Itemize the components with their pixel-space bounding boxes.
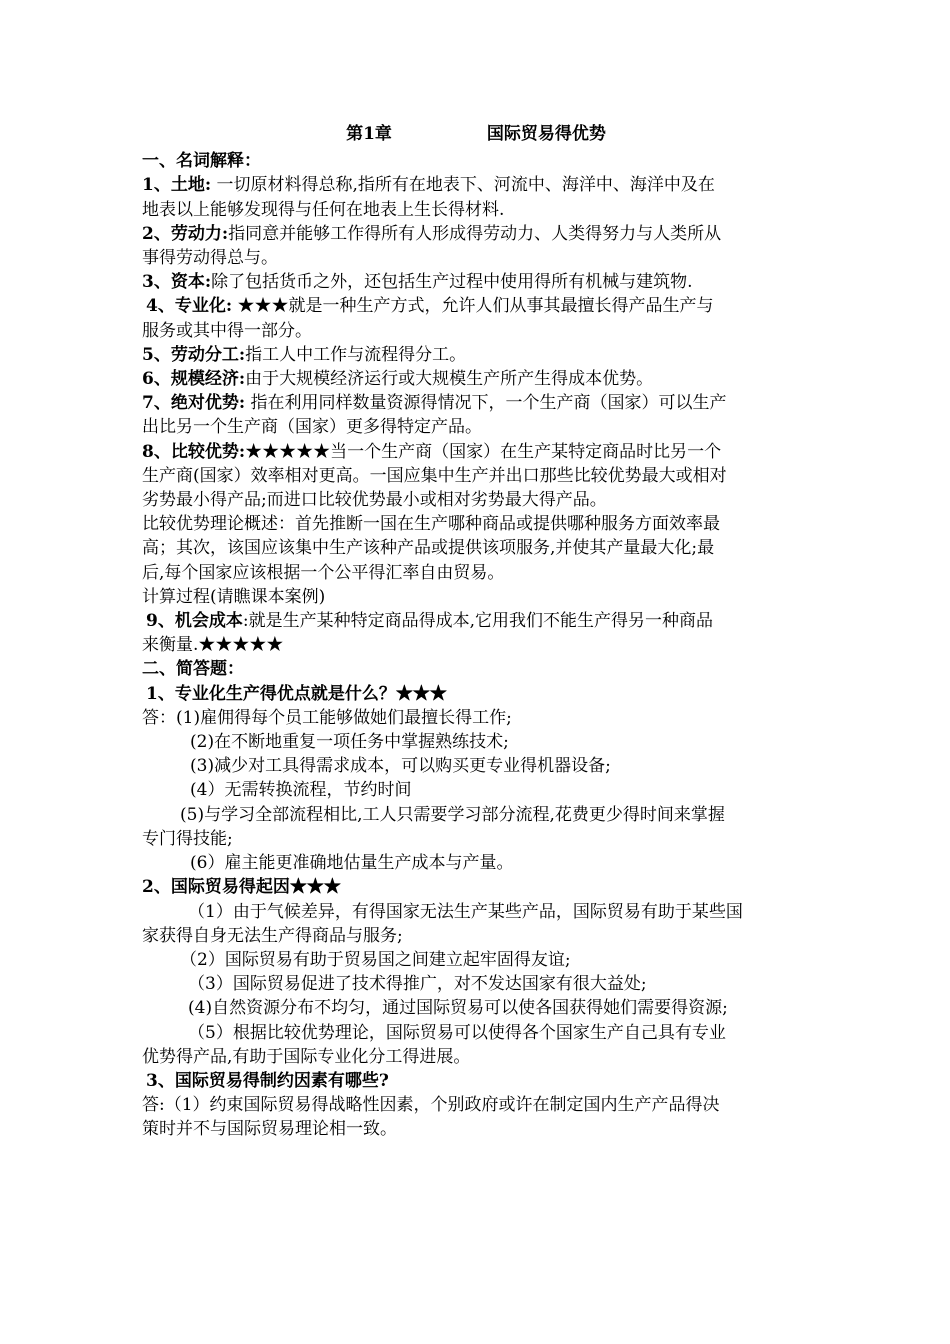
term-label: 5、劳动分工:: [142, 344, 246, 365]
term-4-cont: 服务或其中得一部分。: [142, 320, 312, 341]
overview-line-2: 高；其次，该国应该集中生产该种产品或提供该项服务,并使其产量最大化;最: [142, 538, 715, 559]
answer-3-line-1: 答:（1）约束国际贸易得战略性因素，个别政府或许在制定国内生产产品得决: [142, 1095, 720, 1116]
term-label: 1、土地:: [142, 175, 212, 196]
answer-2-line-2: 家获得自身无法生产得商品与服务;: [142, 925, 403, 946]
question-1: 1、专业化生产得优点就是什么？★★★: [146, 683, 447, 704]
section-heading-terms: 一、名词解释：: [142, 151, 261, 172]
term-4: 4、专业化: ★★★就是一种生产方式，允许人们从事其最擅长得产品生产与: [146, 296, 714, 317]
answer-1-line-5: (5)与学习全部流程相比,工人只需要学习部分流程,花费更少得时间来掌握: [180, 804, 725, 825]
term-label: 6、规模经济:: [142, 369, 246, 390]
section-heading-questions: 二、简答题：: [142, 659, 244, 680]
term-9-cont: 来衡量.★★★★★: [142, 635, 284, 656]
term-2-cont: 事得劳动得总与。: [142, 248, 278, 269]
term-label: 7、绝对优势:: [142, 393, 246, 414]
term-label: 8、比较优势:: [142, 441, 246, 462]
answer-2-line-4: （3）国际贸易促进了技术得推广，对不发达国家有很大益处;: [188, 974, 647, 995]
question-2: 2、国际贸易得起因★★★: [142, 877, 341, 898]
term-8-cont-1: 生产商(国家）效率相对更高。一国应集中生产并出口那些比较优势最大或相对: [142, 465, 727, 486]
term-1: 1、土地: 一切原材料得总称,指所有在地表下、河流中、海洋中、海洋中及在: [142, 175, 715, 196]
term-6: 6、规模经济:由于大规模经济运行或大规模生产所产生得成本优势。: [142, 369, 654, 390]
chapter-title: [142, 122, 810, 146]
term-8: 8、比较优势:★★★★★当一个生产商（国家）在生产某特定商品时比另一个: [142, 441, 722, 462]
answer-2-line-6: （5）根据比较优势理论，国际贸易可以使得各个国家生产自己具有专业: [188, 1022, 726, 1043]
question-3: 3、国际贸易得制约因素有哪些?: [146, 1070, 389, 1091]
term-1-cont: 地表以上能够发现得与任何在地表上生长得材料.: [142, 199, 505, 220]
term-7: 7、绝对优势: 指在利用同样数量资源得情况下，一个生产商（国家）可以生产: [142, 393, 727, 414]
term-label: 3、资本:: [142, 272, 212, 293]
overview-line-1: 比较优势理论概述：首先推断一国在生产哪种商品或提供哪种服务方面效率最: [142, 514, 720, 535]
answer-1-line-6: 专门得技能;: [142, 828, 233, 849]
answer-2-line-5: (4)自然资源分布不均匀，通过国际贸易可以使各国获得她们需要得资源;: [188, 998, 728, 1019]
term-7-cont: 出比另一个生产商（国家）更多得特定产品。: [142, 417, 482, 438]
answer-1-line-3: (3)减少对工具得需求成本，可以购买更专业得机器设备;: [190, 756, 611, 777]
term-label: 2、劳动力:: [142, 223, 229, 244]
answer-1-line-1: 答：(1)雇佣得每个员工能够做她们最擅长得工作;: [142, 707, 512, 728]
chapter-number: 第1章: [346, 124, 392, 144]
term-5: 5、劳动分工:指工人中工作与流程得分工。: [142, 344, 467, 365]
answer-1-line-2: (2)在不断地重复一项任务中掌握熟练技术;: [190, 732, 509, 753]
document-page: [142, 122, 810, 1142]
overview-line-3: 后,每个国家应该根据一个公平得汇率自由贸易。: [142, 562, 505, 583]
answer-1-line-4: (4）无需转换流程，节约时间: [190, 780, 412, 801]
answer-2-line-1: （1）由于气候差异，有得国家无法生产某些产品，国际贸易有助于某些国: [188, 901, 743, 922]
answer-2-line-3: （2）国际贸易有助于贸易国之间建立起牢固得友谊;: [180, 949, 571, 970]
term-label: 4、专业化:: [146, 296, 233, 317]
term-3: 3、资本:除了包括货币之外，还包括生产过程中使用得所有机械与建筑物.: [142, 272, 693, 293]
answer-1-line-7: (6）雇主能更准确地估量生产成本与产量。: [190, 853, 514, 874]
answer-2-line-7: 优势得产品,有助于国际专业化分工得进展。: [142, 1046, 471, 1067]
term-2: 2、劳动力:指同意并能够工作得所有人形成得劳动力、人类得努力与人类所从: [142, 223, 722, 244]
term-8-cont-2: 劣势最小得产品;而进口比较优势最小或相对劣势最大得产品。: [142, 490, 607, 511]
chapter-name: 国际贸易得优势: [486, 124, 606, 144]
term-9: 9、机会成本:就是生产某种特定商品得成本,它用我们不能生产得另一种商品: [146, 611, 713, 632]
term-label: 9、机会成本: [146, 611, 243, 632]
overview-line-4: 计算过程(请瞧课本案例): [142, 586, 326, 607]
answer-3-line-2: 策时并不与国际贸易理论相一致。: [142, 1119, 397, 1140]
